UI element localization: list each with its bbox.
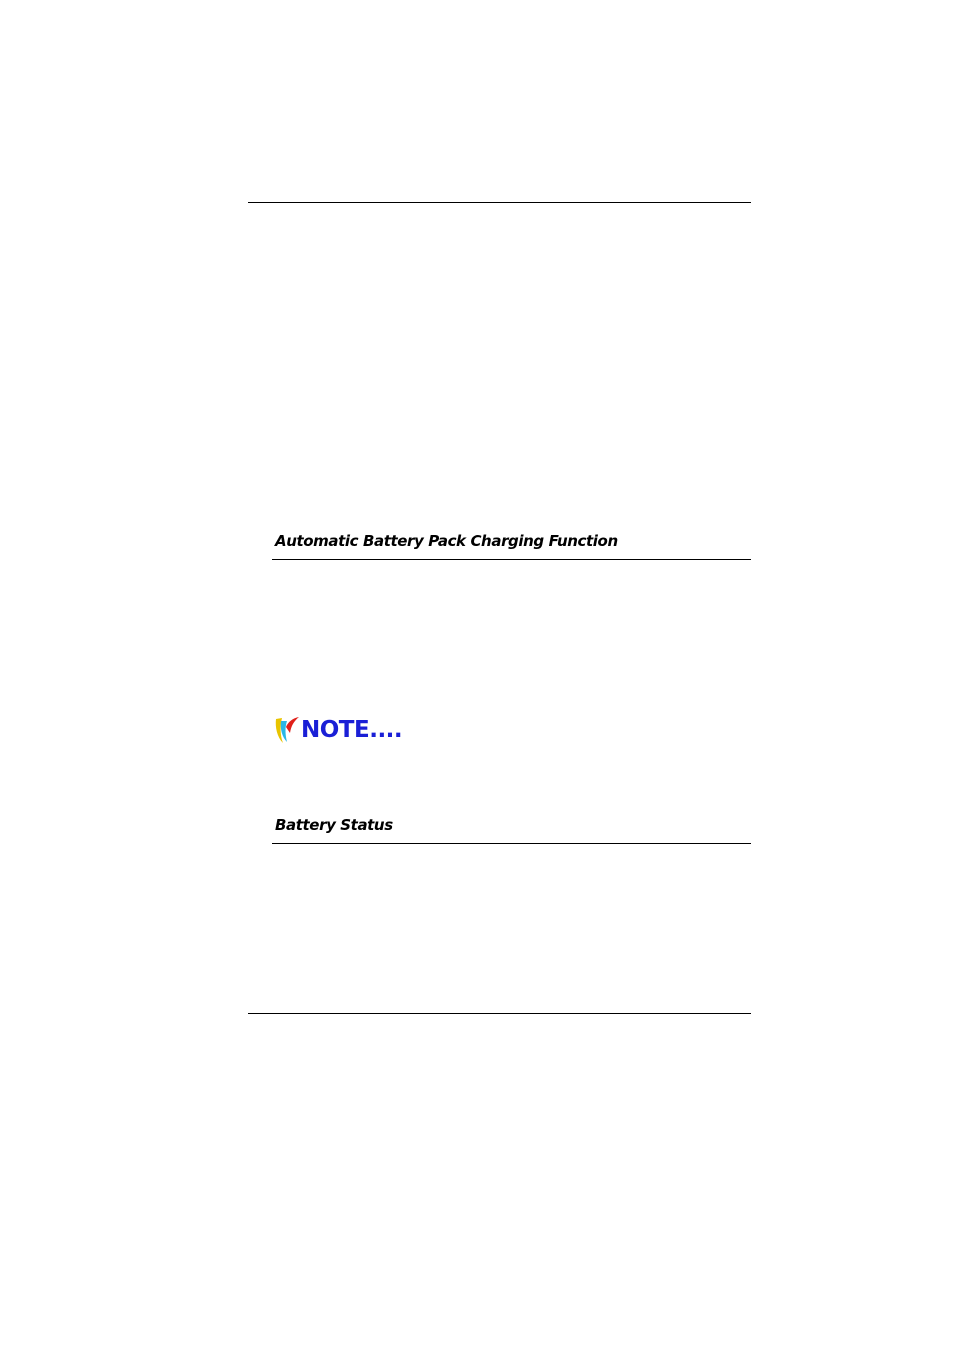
- section-heading-automatic-battery-charging: Automatic Battery Pack Charging Function: [275, 532, 618, 550]
- note-logo: [274, 715, 402, 745]
- note-swoosh-icon: [274, 715, 300, 745]
- section-rule: [272, 843, 751, 844]
- header-rule: [248, 202, 751, 203]
- footer-rule: [248, 1013, 751, 1014]
- section-heading-battery-status: Battery Status: [275, 816, 393, 834]
- note-label: NOTE....: [301, 717, 403, 743]
- section-rule: [272, 559, 751, 560]
